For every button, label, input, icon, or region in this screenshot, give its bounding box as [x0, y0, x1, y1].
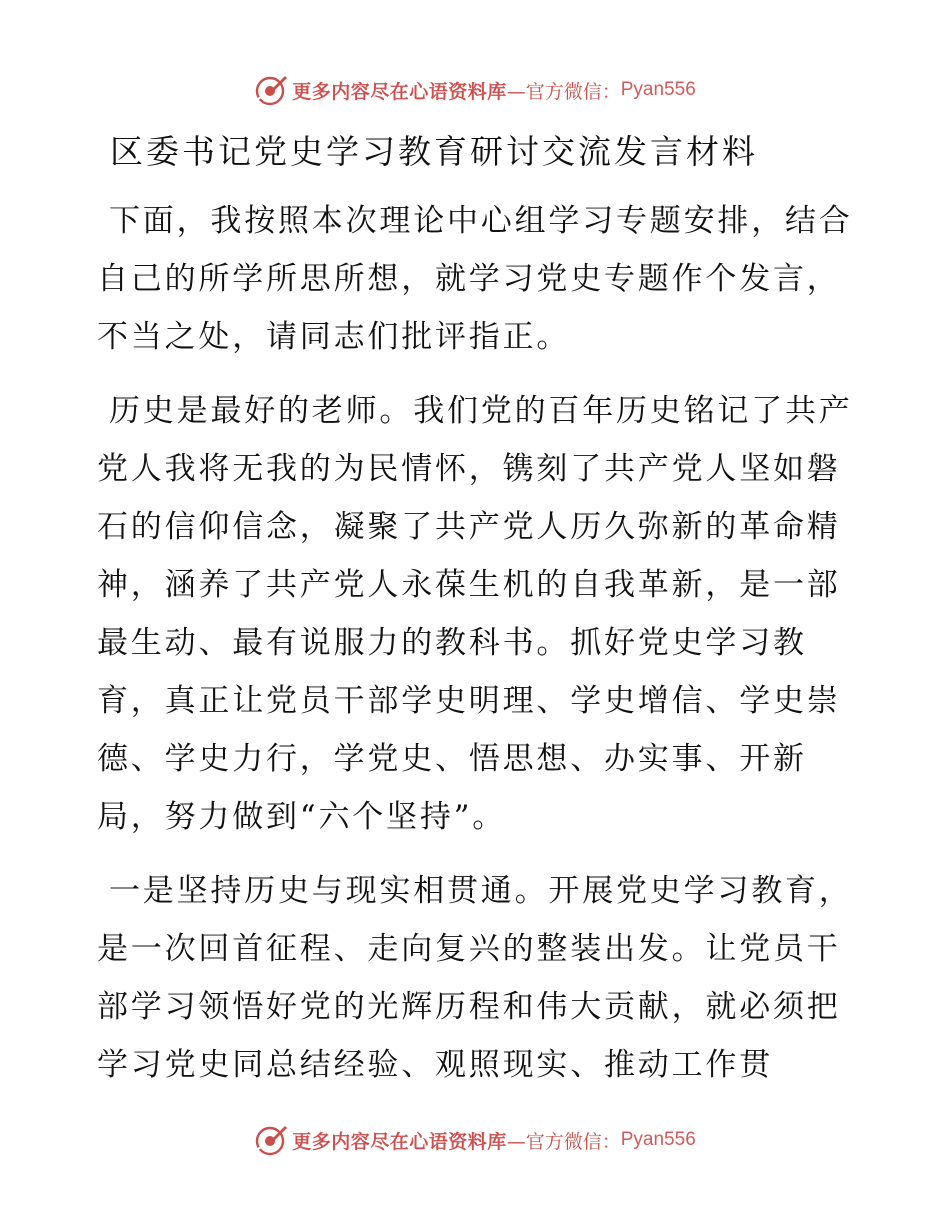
paragraph-intro: 下面，我按照本次理论中心组学习专题安排，结合自己的所学所思所想，就学习党史专题作个发言，不当之处，请同志们批评指正。 [97, 203, 853, 355]
banner-wechat-id: Pyan556 [620, 79, 696, 100]
banner-wechat-label: —官方微信： [506, 1130, 621, 1153]
quill-logo-icon [254, 73, 288, 107]
document-title: 区委书记党史学习教育研讨交流发言材料 [110, 132, 758, 171]
quill-logo-icon [254, 1123, 288, 1157]
banner-wechat-id: Pyan556 [620, 1129, 696, 1150]
banner-brand-text: 更多内容尽在心语资料库 [292, 1130, 507, 1153]
banner-wechat-label: —官方微信： [506, 80, 621, 103]
paragraph-history: 历史是最好的老师。我们党的百年历史铭记了共产党人我将无我的为民情怀，镌刻了共产党人坚如磐石的信仰信念，凝聚了共产党人历久弥新的革命精神，涵养了共产党人永葆生机的自我革新，是一部最生动、最有说服力的教科书。抓好党史学习教育，真正让党员干部学史明理、学史增信、学史崇德、学史力行，学党史、悟思想、办实事、开新局，努力做到“六个坚持”。 [97, 393, 853, 835]
header-banner [0, 70, 950, 110]
paragraph-point-one: 一是坚持历史与现实相贯通。开展党史学习教育，是一次回首征程、走向复兴的整装出发。让党员干部学习领悟好党的光辉历程和伟大贡献，就必须把学习党史同总结经验、观照现实、推动工作贯 [97, 873, 853, 1083]
footer-banner [0, 1120, 950, 1160]
banner-brand-text: 更多内容尽在心语资料库 [292, 80, 507, 103]
